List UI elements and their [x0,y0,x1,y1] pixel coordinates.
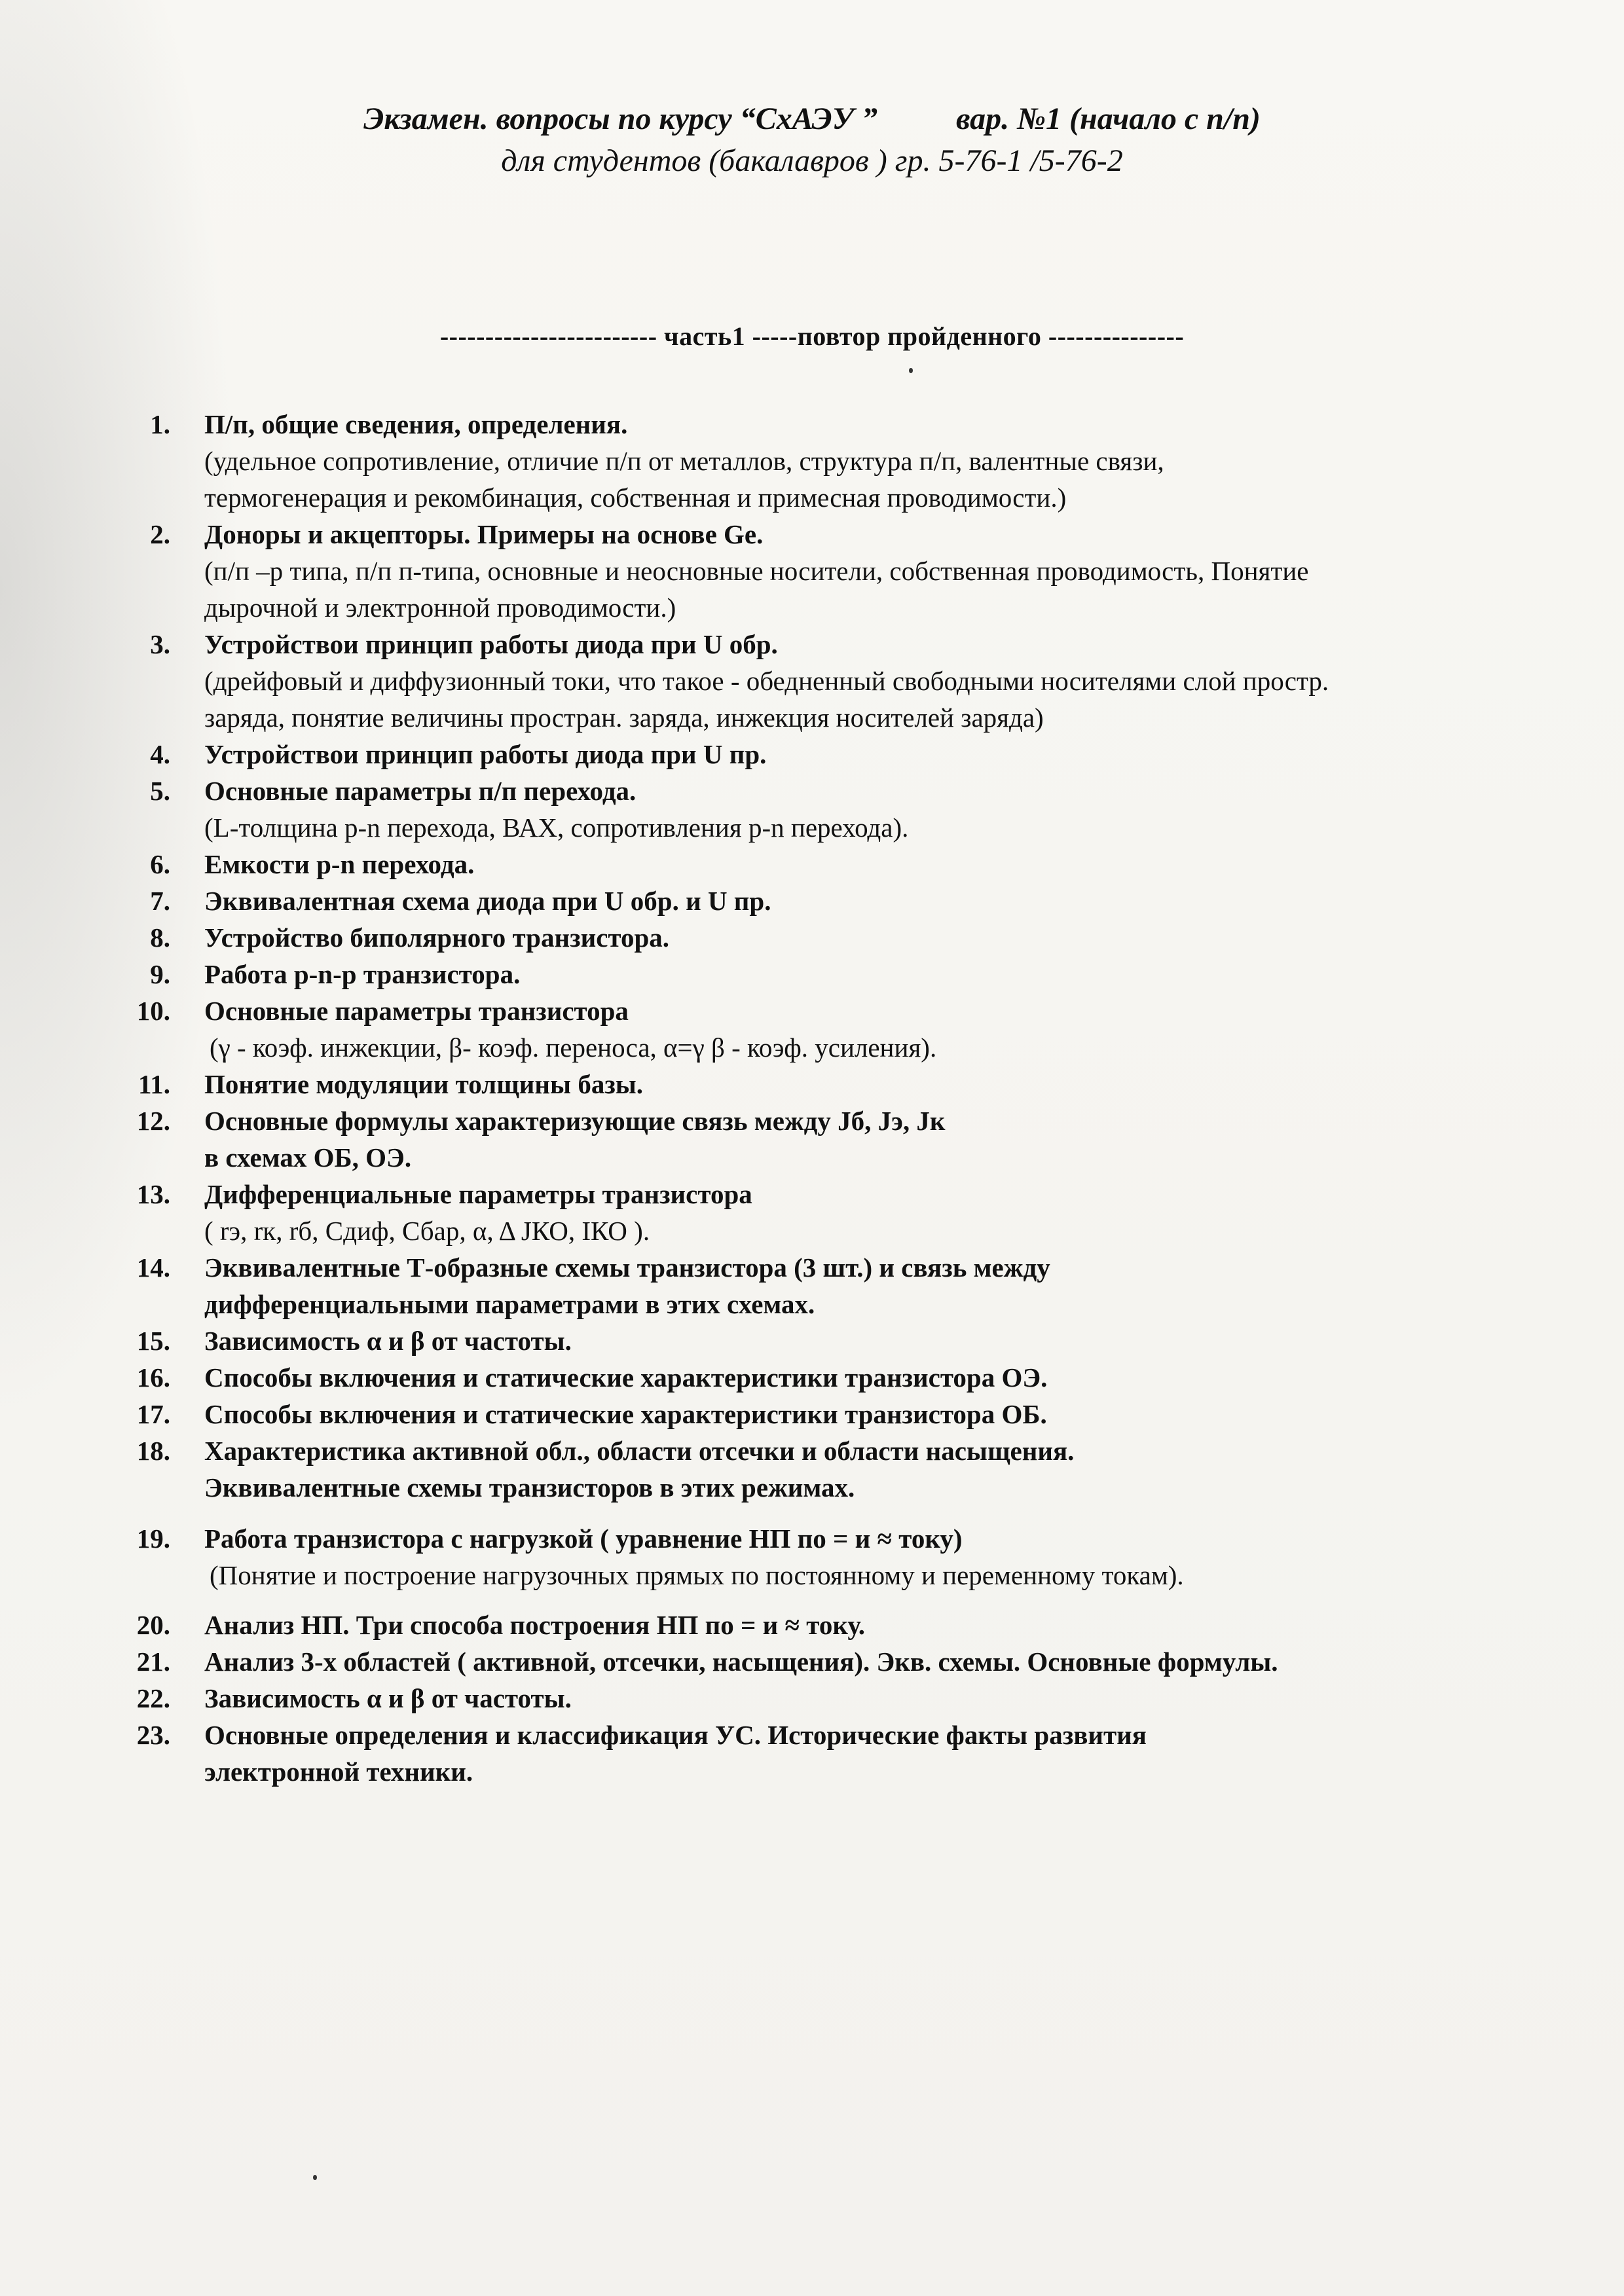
scan-speck [909,368,913,373]
scan-speck [313,2175,317,2180]
question-title-continued: в схемах ОБ, ОЭ. [204,1142,412,1173]
question-title: Зависимость α и β от частоты. [204,1683,572,1713]
question-title-continued: дифференциальными параметрами в этих схемах. [204,1289,815,1319]
question-item [98,956,1572,993]
question-detail: (п/п –р типа, п/п п-типа, основные и неосновные носители, собственная проводимость, Понятие [204,556,1309,586]
question-title: Основные параметры п/п перехода. [204,776,637,806]
question-title: Эквивалентная схема диода при U обр. и U пр. [204,886,771,916]
question-detail: (дрейфовый и диффузионный токи, что такое - обедненный свободными носителями слой простр. [204,666,1329,696]
question-title: Работа транзистора с нагрузкой ( уравнение НП по = и ≈ току) [204,1523,963,1554]
question-detail: ( rэ, rк, rб, Сдиф, Сбар, α, Δ JКО, IКО ). [204,1216,650,1246]
question-title: Устройство биполярного транзистора. [204,922,670,953]
question-title: Понятие модуляции толщины базы. [204,1069,644,1099]
question-number: 10. [136,996,170,1026]
question-number: 21. [136,1647,170,1677]
question-item [98,516,1572,626]
question-number: 15. [136,1326,170,1356]
question-number: 18. [136,1436,170,1466]
question-number: 11. [138,1069,170,1099]
question-title: Способы включения и статические характеристики транзистора ОБ. [204,1399,1047,1429]
question-number: 12. [136,1106,170,1136]
question-title: Основные формулы характеризующие связь между Jб, Jэ, Jк [204,1106,946,1136]
question-number: 17. [136,1399,170,1429]
question-item [98,919,1572,956]
question-item [98,406,1572,516]
question-title: Способы включения и статические характеристики транзистора ОЭ. [204,1362,1048,1393]
question-title-continued: электронной техники. [204,1757,473,1787]
question-item [98,1680,1572,1717]
question-title: Работа р-n-р транзистора. [204,959,521,989]
question-number: 16. [136,1362,170,1393]
question-item [98,1643,1572,1680]
question-title: Дифференциальные параметры транзистора [204,1179,752,1209]
question-detail: (Понятие и построение нагрузочных прямых по постоянному и переменному токам). [210,1560,1184,1590]
question-item [98,1432,1572,1506]
question-number: 8. [150,922,170,953]
question-number: 2. [150,519,170,549]
question-item [98,993,1572,1066]
question-list [98,406,1572,1790]
question-item [98,1176,1572,1249]
question-number: 4. [150,739,170,769]
question-item [98,773,1572,846]
question-title: Зависимость α и β от частоты. [204,1326,572,1356]
question-number: 6. [150,849,170,879]
question-number: 22. [136,1683,170,1713]
question-item [98,1396,1572,1432]
question-number: 19. [136,1523,170,1554]
question-number: 23. [136,1720,170,1750]
question-number: 1. [150,409,170,439]
question-number: 9. [150,959,170,989]
question-number: 14. [136,1252,170,1283]
question-number: 13. [136,1179,170,1209]
part-title: ------------------------ часть1 -----повтор пройденного --------------- [439,321,1185,351]
question-title: Анализ НП. Три способа построения НП по = и ≈ току. [204,1610,866,1640]
question-title: Емкости р-n перехода. [204,849,475,879]
question-number: 5. [150,776,170,806]
course-title: Экзамен. вопросы по курсу “СхАЭУ ” [363,101,877,136]
question-item [98,846,1572,883]
question-title: Основные определения и классификация УС. Исторические факты развития [204,1720,1147,1750]
question-item [98,736,1572,773]
question-title: П/п, общие сведения, определения. [204,409,628,439]
question-item [98,1249,1572,1322]
question-number: 7. [150,886,170,916]
question-title: Устройствои принцип работы диода при U пр. [204,739,767,769]
question-detail: (γ - коэф. инжекции, β- коэф. переноса, α=γ β - коэф. усиления). [210,1032,937,1063]
student-group-line: для студентов (бакалавров ) гр. 5-76-1 /5-76-2 [501,143,1123,178]
question-detail: заряда, понятие величины простран. заряда, инжекция носителей заряда) [204,702,1044,733]
question-item [98,1322,1572,1359]
question-item [98,1717,1572,1790]
question-item [98,1607,1572,1643]
question-detail: (удельное сопротивление, отличие п/п от металлов, структура п/п, валентные связи, [204,446,1164,476]
header-line-1 [0,98,1624,140]
question-title: Доноры и акцепторы. Примеры на основе Ge. [204,519,764,549]
variant-label: вар. №1 (начало с п/п) [955,101,1261,136]
question-title-continued: Эквивалентные схемы транзисторов в этих режимах. [204,1472,855,1503]
question-number: 20. [136,1610,170,1640]
question-title: Анализ 3-х областей ( активной, отсечки, насыщения). Экв. схемы. Основные формулы. [204,1647,1278,1677]
question-title: Устройствои принцип работы диода при U обр. [204,629,778,659]
question-item [98,1102,1572,1176]
question-number: 3. [150,629,170,659]
question-item [98,1066,1572,1102]
question-item [98,1520,1572,1594]
question-item [98,1359,1572,1396]
question-detail: дырочной и электронной проводимости.) [204,592,676,623]
question-item [98,626,1572,736]
question-item [98,883,1572,919]
question-title: Основные параметры транзистора [204,996,629,1026]
question-title: Эквивалентные Т-образные схемы транзистора (3 шт.) и связь между [204,1252,1050,1283]
question-title: Характеристика активной обл., области отсечки и области насыщения. [204,1436,1075,1466]
question-detail: (L-толщина р-n перехода, ВАХ, сопротивления р-n перехода). [204,812,909,843]
question-detail: термогенерация и рекомбинация, собственная и примесная проводимости.) [204,483,1067,513]
document-header [0,98,1624,182]
